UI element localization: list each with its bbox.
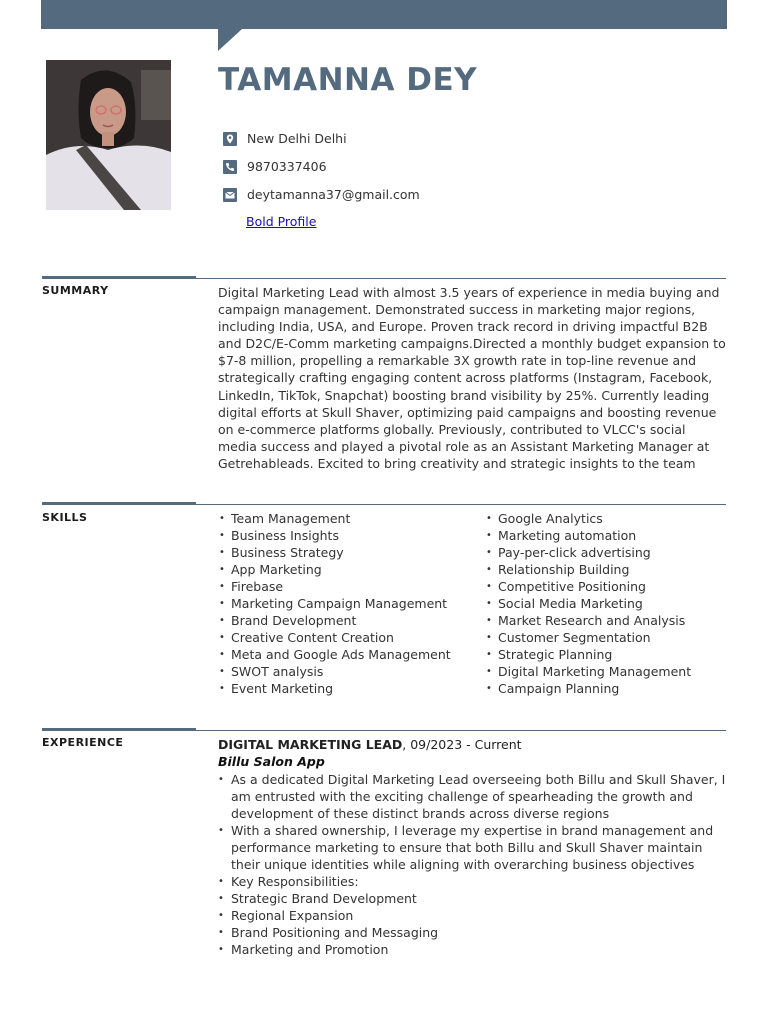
skill-item: • Campaign Planning (486, 680, 691, 697)
summary-heading: SUMMARY (42, 284, 109, 297)
experience-bullet: • Brand Positioning and Messaging (218, 924, 726, 941)
skill-item: • Strategic Planning (486, 646, 691, 663)
skills-rule-dark (42, 502, 196, 505)
company-name: Billu Salon App (218, 754, 325, 769)
skill-item: • Firebase (219, 578, 451, 595)
skill-item: • Business Strategy (219, 544, 451, 561)
skill-item: • Event Marketing (219, 680, 451, 697)
experience-bullet: • As a dedicated Digital Marketing Lead overseeing both Billu and Skull Shaver, I am entrusted with the exciting challenge of spearheading the growth and development of these distinct brands across diverse regions (218, 771, 726, 822)
experience-bullet: • Key Responsibilities: (218, 873, 726, 890)
skills-list-right (486, 510, 691, 698)
map-pin-icon (223, 131, 237, 145)
skill-item: • Meta and Google Ads Management (219, 646, 451, 663)
job-dates: , 09/2023 - Current (402, 737, 522, 752)
profile-photo (46, 60, 171, 210)
location-text: New Delhi Delhi (247, 130, 347, 146)
skill-item: • Customer Segmentation (486, 629, 691, 646)
skill-item: • Market Research and Analysis (486, 612, 691, 629)
location-row (223, 129, 347, 147)
skills-heading: SKILLS (42, 511, 88, 524)
summary-rule-dark (42, 276, 196, 279)
skill-item: • Creative Content Creation (219, 629, 451, 646)
skill-item: • Team Management (219, 510, 451, 527)
experience-heading: EXPERIENCE (42, 736, 124, 749)
skill-item: • Google Analytics (486, 510, 691, 527)
skill-item: • Brand Development (219, 612, 451, 629)
experience-bullet: • Marketing and Promotion (218, 941, 726, 958)
skill-item: • Marketing Campaign Management (219, 595, 451, 612)
skill-item: • Social Media Marketing (486, 595, 691, 612)
skill-item: • Marketing automation (486, 527, 691, 544)
experience-bullet: • Regional Expansion (218, 907, 726, 924)
skill-item: • App Marketing (219, 561, 451, 578)
header-banner (41, 0, 727, 29)
skills-list-left (219, 510, 451, 698)
skill-item: • Relationship Building (486, 561, 691, 578)
phone-row (223, 157, 327, 175)
email-text: deytamanna37@gmail.com (247, 186, 420, 202)
experience-bullet: • Strategic Brand Development (218, 890, 726, 907)
candidate-name: TAMANNA DEY (218, 62, 478, 98)
email-row (223, 185, 420, 203)
envelope-icon (223, 187, 237, 201)
summary-rule-light (196, 278, 726, 279)
job-header (218, 737, 522, 752)
job-title: DIGITAL MARKETING LEAD (218, 737, 403, 752)
skills-rule-light (196, 504, 726, 505)
header-notch (218, 29, 242, 51)
summary-text: Digital Marketing Lead with almost 3.5 years of experience in media buying and campaign management. Demonstrated success in marketing major regions, including India, USA, and Europe. Proven track record in driving impactful B2B and D2C/E-Comm marketing campaigns.Directed a monthly budget expansion to $7-8 million, propelling a remarkable 3X growth rate in top-line revenue and strategically crafting engaging content across platforms (Instagram, Facebook, LinkedIn, TikTok, Snapchat) boosting brand visibility by 25%. Currently leading digital efforts at Skull Shaver, optimizing paid campaigns and boosting revenue on e-commerce platforms globally. Previously, contributed to VLCC's social media success and played a pivotal role as an Assistant Marketing Manager at Getrehableads. Excited to bring creativity and strategic insights to the team (218, 285, 726, 471)
phone-text: 9870337406 (247, 158, 327, 174)
phone-icon (223, 159, 237, 173)
experience-rule-light (196, 730, 726, 731)
skill-item: • Business Insights (219, 527, 451, 544)
bold-profile-link[interactable]: Bold Profile (246, 214, 317, 229)
experience-rule-dark (42, 728, 196, 731)
skill-item: • Pay-per-click advertising (486, 544, 691, 561)
skill-item: • SWOT analysis (219, 663, 451, 680)
skill-item: • Digital Marketing Management (486, 663, 691, 680)
experience-bullet: • With a shared ownership, I leverage my expertise in brand management and performance marketing to ensure that both Billu and Skull Shaver maintain their unique identities while aligning with overarching business objectives (218, 822, 726, 873)
skill-item: • Competitive Positioning (486, 578, 691, 595)
experience-bullets (218, 771, 726, 959)
